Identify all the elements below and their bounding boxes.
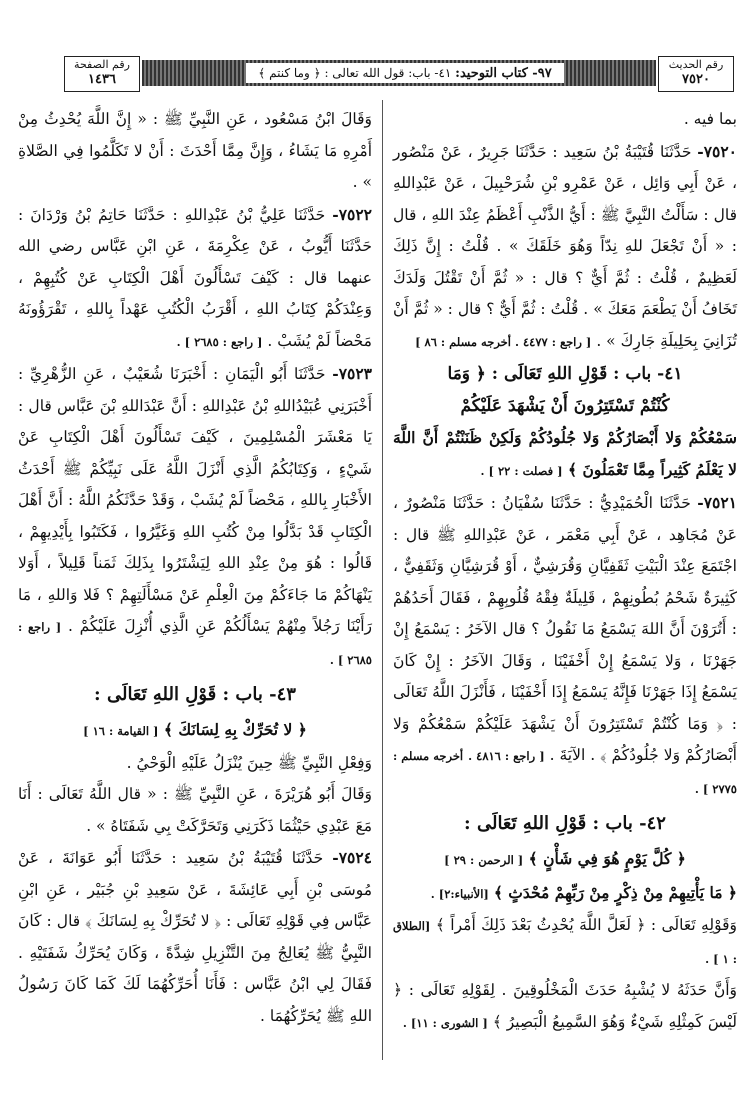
chapter-heading-line: ٤١- باب : قَوْلِ اللهِ تَعَالَى : ﴿ وَمَا bbox=[447, 364, 683, 384]
right-column bbox=[393, 104, 737, 1039]
ibn-masud-narration: وَقَالَ ابْنُ مَسْعُود ، عَنِ النَّبِيِّ ﷺ : « إِنَّ اللَّهَ يُحْدِثُ مِنْ أَمْرِهِ مَا يَشَاءُ ، وَإِنَّ مِمَّا أَحْدَثَ : أَنْ لا تَكَلَّمُوا فِي الصَّلاةِ » . bbox=[18, 110, 372, 191]
verse-reference: [ فصلت : ٢٢ ] . bbox=[480, 463, 563, 478]
hadith-number-value: ٧٥٢٠ bbox=[682, 72, 710, 87]
hadith-reference: أخرجه مسلم : ٢٧٧٥ ] . bbox=[393, 749, 737, 796]
header-chapter-title: ٤١- باب: قول الله تعالى : ﴿ وما كنتم ﴾ bbox=[258, 66, 452, 80]
hadith-number: ٧٥٢٢- bbox=[332, 204, 372, 224]
hadith-7521 bbox=[393, 487, 737, 805]
page-number-label: رقم الصفحة bbox=[74, 58, 130, 71]
chapter-41-heading bbox=[393, 358, 737, 422]
verse-reference: [ الشورى : ١١] . bbox=[402, 1015, 488, 1030]
hadith-reference: [ راجع : ٤٨١٦ . bbox=[468, 749, 545, 763]
hadith-7522 bbox=[18, 199, 372, 359]
chapter-43-heading: ٤٣- باب : قَوْلِ اللهِ تَعَالَى : bbox=[94, 684, 296, 705]
chapter-heading-line: كُنْتُمْ تَسْتَتِرُونَ أَنْ يَشْهَدَ عَلَيْكُمْ bbox=[460, 396, 670, 416]
continuation-text: بما فيه . bbox=[683, 110, 737, 128]
column-divider bbox=[382, 100, 383, 1060]
header-book-title: ٩٧- كتاب التوحيد: bbox=[455, 66, 552, 81]
hadith-7523 bbox=[18, 358, 372, 676]
hadith-text: حَدَّثَنَا قُتَيْبَةُ بْنُ سَعِيد : حَدَّثَنَا جَرِيرٌ ، عَنْ مَنْصُور ، عَنْ أَبِي وَائِل ، عَنْ عَمْرِو بْنِ شُرَحْبِيلَ ، عَنْ عَبْدِاللهِ قال : سَأَلْتُ النَّبِيَّ ﷺ : أَيُّ الذَّنْبِ أَعْظَمُ عِنْدَ اللهِ ، قال : « أَنْ تَجْعَلَ للهِ نِدّاً وَهُوَ خَلَقَكَ » . قُلْتُ : إِنَّ ذَلِكَ لَعَظِيمٌ ، قُلْتُ : ثُمَّ أَيٌّ ؟ قال : « ثُمَّ أَنْ تَقْتُلَ وَلَدَكَ تَخَافُ أَنْ يَطْعَمَ مَعَكَ » . قُلْتُ : ثُمَّ أَيٌّ ؟ قال : « ثُمَّ أَنْ تُزَانِيَ بِحَلِيلَةِ جَارِكَ » . bbox=[393, 142, 737, 350]
chapter-41-verse bbox=[393, 422, 737, 487]
hadith-number: ٧٥٢٣- bbox=[332, 364, 372, 383]
verse-text: ﴿ مَا يَأْتِيهِمْ مِنْ ذِكْرٍ مِنْ رَبِّهِمْ مُحْدَثٍ ﴾ bbox=[493, 882, 737, 902]
hadith-7520 bbox=[393, 136, 737, 359]
hadith-reference: [ راجع : ٢٦٨٥ ] . bbox=[18, 620, 372, 667]
chapter-42-verse-4 bbox=[393, 975, 737, 1039]
hadith-number: ٧٥٢٠- bbox=[697, 141, 737, 161]
hadith-number-box bbox=[658, 56, 734, 92]
chapter-42-verse-3 bbox=[393, 910, 737, 975]
hadith-number: ٧٥٢١- bbox=[697, 493, 737, 512]
verse-reference: [ القيامة : ١٦ ] bbox=[83, 724, 159, 738]
hadith-number-label: رقم الحديث bbox=[668, 58, 724, 71]
left-column bbox=[18, 104, 372, 1032]
verse-reference: [الأنبياء:٢] . bbox=[430, 886, 489, 901]
hadith-7524 bbox=[18, 842, 372, 1032]
chapter-42-verse-2 bbox=[393, 877, 737, 911]
chapter-43-verse bbox=[18, 714, 372, 748]
page-header bbox=[74, 52, 724, 90]
hadith-text: حَدَّثَنَا الْحُمَيْدِيُّ : حَدَّثَنَا سُفْيَانُ : حَدَّثَنَا مَنْصُورٌ ، عَنْ مُجَاهِد ، عَنْ أَبِي مَعْمَر ، عَنْ عَبْدِاللهِ ﷺ قال : اجْتَمَعَ عِنْدَ الْبَيْتِ ثَقَفِيَّانِ وَقُرَشِيٌّ ، أَوْ قُرَشِيَّانِ وَثَقَفِيٌّ ، كَثِيرَةٌ شَحْمُ بُطُونِهِمْ ، قَلِيلَةٌ فِقْهُ قُلُوبِهِمْ ، فَقَالَ أَحَدُهُمْ : أَتُرَوْنَ أَنَّ اللهَ يَسْمَعُ مَا نَقُولُ ؟ قال الآخَرُ : يَسْمَعُ إِنْ جَهَرْنَا ، وَلا يَسْمَعُ إِنْ أَخْفَيْنَا ، وَقَالَ الآخَرُ : إِنْ كَانَ يَسْمَعُ إِذَا جَهَرْنَا فَإِنَّهُ يَسْمَعُ إِذَا أَخْفَيْنَا ، فَأَنْزَلَ اللَّهُ تَعَالَى : ﴿ وَمَا كُنْتُمْ تَسْتَتِرُونَ أَنْ يَشْهَدَ عَلَيْكُمْ سَمْعُكُمْ وَلا أَبْصَارُكُمْ وَلا جُلُودُكُمْ ﴾ . الآيَةَ . bbox=[393, 494, 737, 764]
chapter-42-verse bbox=[393, 843, 737, 877]
hadith-text: حَدَّثَنَا قُتَيْبَةُ بْنُ سَعِيد : حَدَّثَنَا أَبُو عَوَانَةَ ، عَنْ مُوسَى بْنِ أَبِي عَائِشَةَ ، عَنْ سَعِيدِ بْنِ جُبَيْر ، عَنِ ابْنِ عَبَّاس فِي قَوْلِهِ تَعَالَى : ﴿ لا تُحَرِّكْ بِهِ لِسَانَكَ ﴾ قال : كَانَ النَّبِيُّ ﷺ يُعَالِجُ مِنَ التَّنْزِيلِ شِدَّةً ، وَكَانَ يُحَرِّكُ شَفَتَيْهِ . فَقَالَ لِي ابْنُ عَبَّاس : فَأَنَا أُحَرِّكُهُمَا لَكَ كَمَا كَانَ رَسُولُ اللهِ ﷺ يُحَرِّكُهُمَا . bbox=[18, 849, 372, 1025]
chapter-42-heading: ٤٢- باب : قَوْلِ اللهِ تَعَالَى : bbox=[464, 813, 666, 834]
hadith-reference: [ راجع : ٢٦٨٥ ] . bbox=[176, 334, 263, 349]
page-number-value: ١٤٣٦ bbox=[88, 72, 116, 87]
page-number-box bbox=[64, 56, 140, 92]
verse-reference: [ الرحمن : ٢٩ ] bbox=[444, 853, 524, 867]
verse-text: وَقَوْلِهِ تَعَالَى : ﴿ لَعَلَّ اللَّهَ يُحْدِثُ بَعْدَ ذَلِكَ أَمْراً ﴾ bbox=[435, 916, 737, 934]
verse-text: ﴿ لا تُحَرِّكْ بِهِ لِسَانَكَ ﴾ bbox=[163, 720, 307, 739]
hadith-reference: [ راجع : ٤٤٧٧ . أخرجه مسلم : ٨٦ ] bbox=[415, 334, 592, 349]
header-title bbox=[246, 63, 564, 83]
chapter-43-text-1: وَفِعْلِ النَّبِيِّ ﷺ حِينَ يُنْزَلُ عَلَيْهِ الْوَحْيُ . bbox=[126, 753, 372, 772]
verse-text: سَمْعُكُمْ وَلا أَبْصَارُكُمْ وَلا جُلُودُكُمْ وَلَكِنْ ظَنَنْتُمْ أَنَّ اللَّهَ لا يَعْلَمُ كَثِيراً مِمَّا تَعْمَلُونَ ﴾ bbox=[393, 428, 737, 479]
hadith-number: ٧٥٢٤- bbox=[332, 848, 372, 867]
verse-text: ﴿ كُلَّ يَوْمٍ هُوَ فِي شَأْنٍ ﴾ bbox=[528, 849, 686, 868]
hadith-text: حَدَّثَنَا عَلِيُّ بْنُ عَبْدِاللهِ : حَدَّثَنَا حَاتِمُ بْنُ وَرْدَانَ : حَدَّثَنَا أَيُّوبُ ، عَنْ عِكْرِمَةَ ، عَنِ ابْنِ عَبَّاس رضي الله عنهما قال : كَيْفَ تَسْأَلُونَ أَهْلَ الْكِتَابِ عَنْ كُتُبِهِمْ ، وَعِنْدَكُمْ كِتَابُ اللهِ ، أَقْرَبُ الْكُتُبِ عَهْداً بِاللهِ ، تَقْرَؤُونَهُ مَحْضاً لَمْ يُشَبْ . bbox=[18, 205, 372, 350]
hadith-text: حَدَّثَنَا أَبُو الْيَمَانِ : أَخْبَرَنَا شُعَيْبٌ ، عَنِ الزُّهْرِيِّ : أَخْبَرَنِي عُبَيْدُاللهِ بْنُ عَبْدِاللهِ : أَنَّ عَبْدَاللهِ بْنَ عَبَّاس قال : يَا مَعْشَرَ الْمُسْلِمِينَ ، كَيْفَ تَسْأَلُونَ أَهْلَ الْكِتَابِ عَنْ شَيْءٍ ، وَكِتَابُكُمُ الَّذِي أَنْزَلَ اللَّهُ عَلَى نَبِيِّكُمْ ﷺ أَحْدَثُ الأَخْبَارِ بِاللهِ ، مَحْضاً لَمْ يُشَبْ ، وَقَدْ حَدَّثَكُمُ اللَّهُ : أَنَّ أَهْلَ الْكِتَابِ قَدْ بَدَّلُوا مِنْ كُتُبِ اللهِ وَغَيَّرُوا ، فَكَتَبُوا بِأَيْدِيهِمْ ، قَالُوا : هُوَ مِنْ عِنْدِ اللهِ لِيَشْتَرُوا بِذَلِكَ ثَمَناً قَلِيلاً ، أَوَلا يَنْهَاكُمْ مَا جَاءَكُمْ مِنَ الْعِلْمِ عَنْ مَسْأَلَتِهِمْ ؟ فَلا وَاللهِ ، مَا رَأَيْنَا رَجُلاً مِنْهُمْ يَسْأَلُكُمْ عَنِ الَّذِي أُنْزِلَ عَلَيْكُمْ . bbox=[18, 365, 373, 635]
chapter-43-text-2: وَقَالَ أَبُو هُرَيْرَةَ ، عَنِ النَّبِيِّ ﷺ : « قال اللَّهُ تَعَالَى : أَنَا مَعَ عَبْدِي حَيْثُمَا ذَكَرَنِي وَتَحَرَّكَتْ بِي شَفَتَاهُ » . bbox=[18, 785, 372, 835]
verse-text: وَأَنَّ حَدَثَهُ لا يُشْبِهُ حَدَثَ الْمَخْلُوقِينَ . لِقَوْلِهِ تَعَالَى : ﴿ لَيْسَ كَمِثْلِهِ شَيْءٌ وَهُوَ السَّمِيعُ الْبَصِيرُ ﴾ bbox=[393, 981, 737, 1031]
verse-reference: [الطلاق : ١ ] . bbox=[393, 919, 737, 966]
